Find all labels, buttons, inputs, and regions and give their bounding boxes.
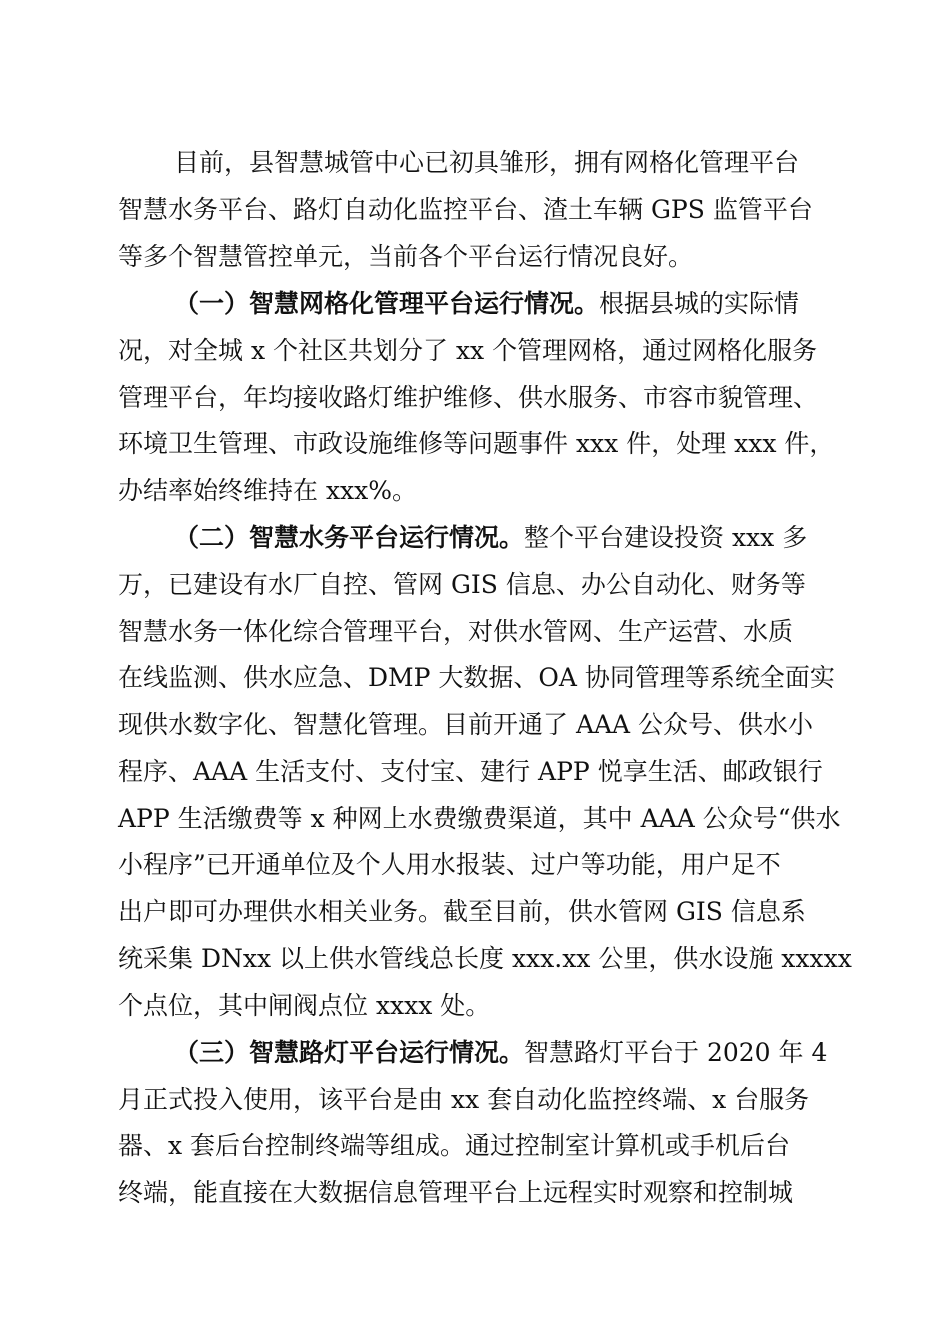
text-line: 器、x 套后台控制终端等组成。通过控制室计算机或手机后台 bbox=[118, 1131, 791, 1160]
text-line bbox=[174, 1040, 827, 1065]
text-line: 万，已建设有水厂自控、管网 GIS 信息、办公自动化、财务等 bbox=[118, 570, 806, 599]
text-line: 终端，能直接在大数据信息管理平台上远程实时观察和控制城 bbox=[118, 1178, 794, 1207]
text-line: 个点位，其中闸阀点位 xxxx 处。 bbox=[118, 991, 491, 1020]
section-text: 智慧路灯平台于 2020 年 4 bbox=[524, 1038, 828, 1067]
text-line: 小程序”已开通单位及个人用水报装、过户等功能，用户足不 bbox=[118, 850, 781, 879]
text-line: 在线监测、供水应急、DMP 大数据、OA 协同管理等系统全面实 bbox=[118, 663, 835, 692]
text-line bbox=[174, 525, 807, 550]
text-line: 等多个智慧管控单元，当前各个平台运行情况良好。 bbox=[118, 242, 694, 271]
text-line: 智慧水务平台、路灯自动化监控平台、渣土车辆 GPS 监管平台 bbox=[118, 195, 813, 224]
text-line: 管理平台，年均接收路灯维护维修、供水服务、市容市貌管理、 bbox=[118, 383, 819, 412]
text-line: 况，对全城 x 个社区共划分了 xx 个管理网格，通过网格化服务 bbox=[118, 336, 818, 365]
text-line: 办结率始终维持在 xxx%。 bbox=[118, 476, 417, 505]
section-text: 根据县城的实际情 bbox=[599, 289, 800, 318]
text-line: 目前，县智慧城管中心已初具雏形，拥有网格化管理平台 bbox=[174, 148, 800, 177]
text-line: 环境卫生管理、市政设施维修等问题事件 xxx 件，处理 xxx 件， bbox=[118, 429, 835, 458]
text-line: 程序、AAA 生活支付、支付宝、建行 APP 悦享生活、邮政银行 bbox=[118, 757, 823, 786]
section-text: 整个平台建设投资 xxx 多 bbox=[524, 523, 808, 552]
text-line: 智慧水务一体化综合管理平台，对供水管网、生产运营、水质 bbox=[118, 617, 794, 646]
text-line: 现供水数字化、智慧化管理。目前开通了 AAA 公众号、供水小 bbox=[118, 710, 814, 739]
section-heading: （二）智慧水务平台运行情况。 bbox=[174, 523, 525, 552]
text-line: 出户即可办理供水相关业务。截至目前，供水管网 GIS 信息系 bbox=[118, 897, 806, 926]
text-line bbox=[174, 291, 799, 316]
text-line: APP 生活缴费等 x 种网上水费缴费渠道，其中 AAA 公众号“供水 bbox=[118, 804, 841, 833]
text-line: 月正式投入使用，该平台是由 xx 套自动化监控终端、x 台服务 bbox=[118, 1085, 810, 1114]
text-line: 统采集 DNxx 以上供水管线总长度 xxx.xx 公里，供水设施 xxxxx bbox=[118, 944, 852, 973]
section-heading: （一）智慧网格化管理平台运行情况。 bbox=[174, 289, 600, 318]
section-heading: （三）智慧路灯平台运行情况。 bbox=[174, 1038, 525, 1067]
